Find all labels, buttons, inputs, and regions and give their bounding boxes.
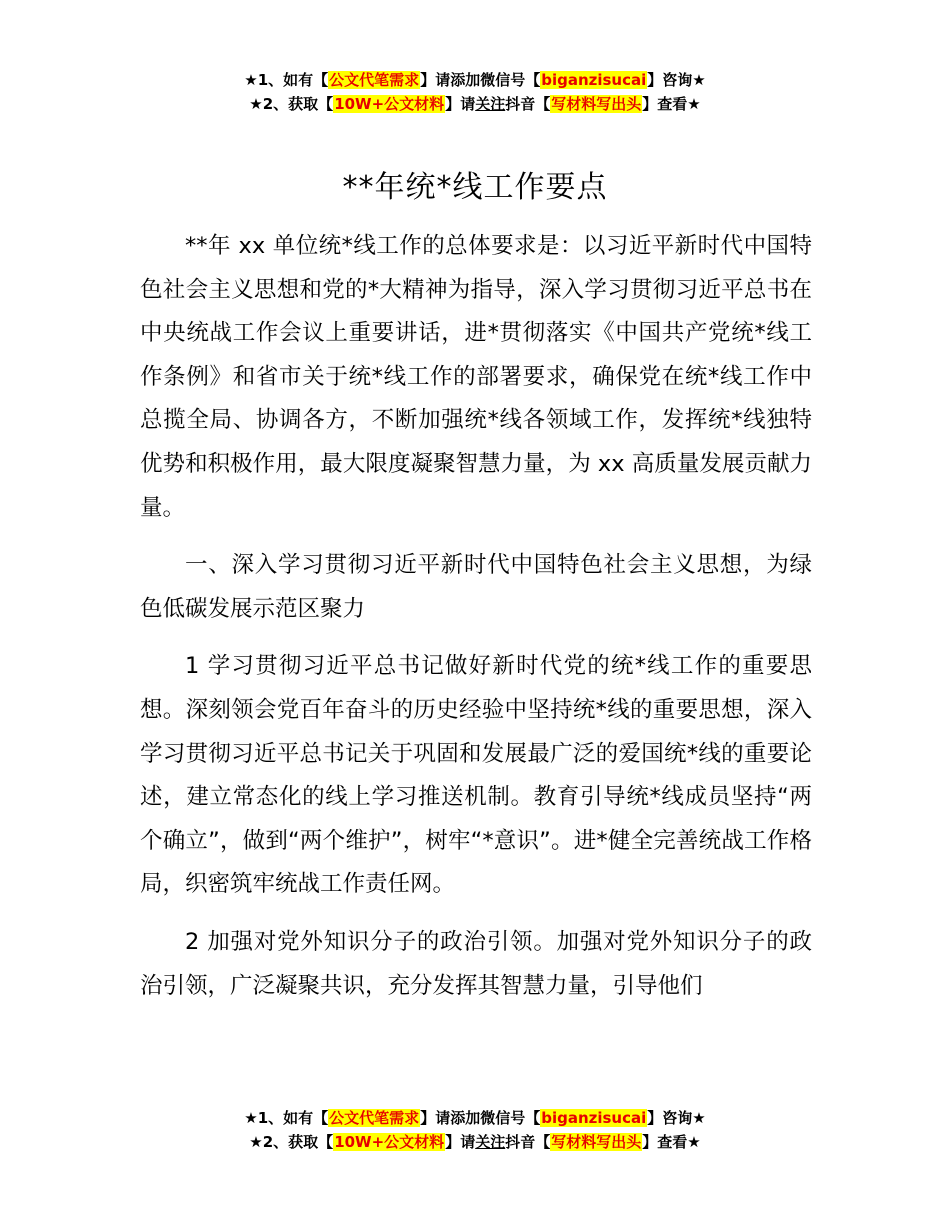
section-heading: 一、深入学习贯彻习近平新时代中国特色社会主义思想，为绿色低碳发展示范区聚力 — [140, 552, 812, 622]
banner-text: 】请 — [445, 1133, 476, 1151]
banner-underlined-text: 关注 — [475, 1133, 506, 1151]
banner-line-1 — [0, 68, 950, 92]
banner-highlight: 10W+公文材料 — [334, 95, 445, 113]
banner-underlined-text: 关注 — [475, 95, 506, 113]
banner-text: ★1、如有【 — [244, 71, 329, 89]
banner-highlight: biganzisucai — [541, 1109, 647, 1127]
paragraph: 1 学习贯彻习近平总书记做好新时代党的统*线工作的重要思想。深刻领会党百年奋斗的历史经验中坚持统*线的重要思想，深入学习贯彻习近平总书记关于巩固和发展最广泛的爱国统*线的重要论述，建立常态化的线上学习推送机制。教育引导统*线成员坚持“两个确立”，做到“两个维护”，树牢“*意识”。进*健全完善统战工作格局，织密筑牢统战工作责任网。 — [140, 653, 812, 898]
banner-highlight: 10W+公文材料 — [334, 1133, 445, 1151]
banner-text: ★2、获取【 — [249, 95, 334, 113]
banner-text: 抖音【 — [505, 1133, 551, 1151]
banner-text: 】查看★ — [642, 1133, 701, 1151]
banner-text: 】查看★ — [642, 95, 701, 113]
banner-line-2 — [0, 92, 950, 116]
footer-banner — [0, 1106, 950, 1154]
banner-highlight: 写材料写出头 — [551, 1133, 642, 1151]
banner-line-1 — [0, 1106, 950, 1130]
banner-text: 抖音【 — [505, 95, 551, 113]
banner-highlight: biganzisucai — [541, 71, 647, 89]
banner-highlight: 公文代笔需求 — [329, 1109, 420, 1127]
document-title: **年统*线工作要点 — [342, 170, 608, 205]
paragraph: 2 加强对党外知识分子的政治引领。加强对党外知识分子的政治引领，广泛凝聚共识，充分发挥其智慧力量，引导他们 — [140, 928, 812, 999]
banner-text: ★2、获取【 — [249, 1133, 334, 1151]
banner-text: 】请添加微信号【 — [420, 1109, 541, 1127]
header-banner — [0, 68, 950, 116]
banner-text: 】请 — [445, 95, 476, 113]
banner-text: 】咨询★ — [647, 71, 706, 89]
paragraph: **年 xx 单位统*线工作的总体要求是：以习近平新时代中国特色社会主义思想和党的*大精神为指导，深入学习贯彻习近平总书在中央统战工作会议上重要讲话，进*贯彻落实《中国共产党统*线工作条例》和省市关于统*线工作的部署要求，确保党在统*线工作中总揽全局、协调各方，不断加强统*线各领域工作，发挥统*线独特优势和积极作用，最大限度凝聚智慧力量，为 xx 高质量发展贡献力量。 — [140, 233, 812, 521]
document-body — [140, 225, 812, 1022]
banner-text: ★1、如有【 — [244, 1109, 329, 1127]
banner-text: 】请添加微信号【 — [420, 71, 541, 89]
banner-highlight: 写材料写出头 — [551, 95, 642, 113]
banner-text: 】咨询★ — [647, 1109, 706, 1127]
banner-line-2 — [0, 1130, 950, 1154]
banner-highlight: 公文代笔需求 — [329, 71, 420, 89]
